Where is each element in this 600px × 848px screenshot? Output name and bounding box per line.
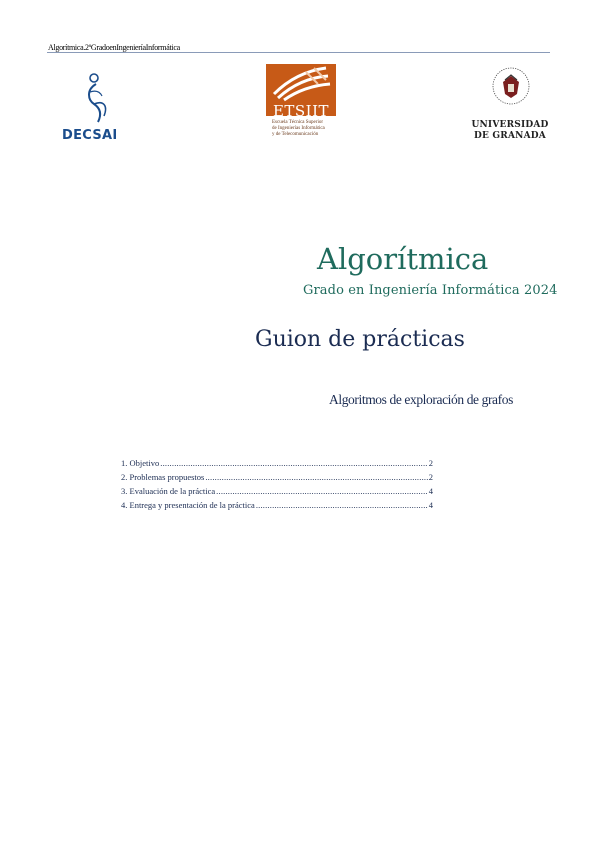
etsiit-emblem <box>266 64 336 120</box>
etsiit-stripes-icon <box>266 64 336 102</box>
decsai-figure-icon <box>80 70 120 126</box>
etsiit-name: ETSIIT <box>272 102 330 120</box>
toc-entry-page: 4 <box>428 500 433 510</box>
ugr-seal-icon <box>491 66 531 106</box>
toc-entry-label: 4. Entrega y presentación de la práctica <box>121 500 255 510</box>
toc-entry[interactable] <box>121 472 433 486</box>
document-topic: Algoritmos de exploración de grafos <box>329 392 513 407</box>
etsiit-subtitle-line: Escuela Técnica Superior <box>272 120 323 125</box>
toc-leader <box>216 486 428 496</box>
document-type: Guion de prácticas <box>255 327 465 352</box>
toc-entry-label: 1. Objetivo <box>121 458 160 468</box>
toc-entry-page: 4 <box>428 486 433 496</box>
toc-leader <box>256 500 428 510</box>
etsiit-logo <box>266 64 336 150</box>
etsiit-subtitle-line: de Ingenierías Informática <box>272 126 325 131</box>
toc-entry[interactable] <box>121 458 433 472</box>
decsai-label: DECSAI <box>62 128 118 143</box>
toc-entry[interactable] <box>121 486 433 500</box>
toc-entry[interactable] <box>121 500 433 514</box>
header-divider <box>47 52 550 53</box>
toc-leader <box>205 472 427 482</box>
etsiit-subtitle-line: y de Telecomunicación <box>272 132 319 137</box>
table-of-contents <box>121 458 433 514</box>
etsiit-subtitle <box>272 120 325 138</box>
toc-entry-label: 2. Problemas propuestos <box>121 472 205 482</box>
document-subtitle: Grado en Ingeniería Informática 2024 <box>303 283 558 298</box>
decsai-logo <box>62 70 132 145</box>
ugr-name-line2: DE GRANADA <box>474 131 546 141</box>
document-title: Algorítmica <box>317 242 489 276</box>
toc-entry-label: 3. Evaluación de la práctica <box>121 486 216 496</box>
ugr-name-line1: UNIVERSIDAD <box>471 120 549 130</box>
ugr-logo <box>467 66 553 146</box>
toc-entry-page: 2 <box>428 472 433 482</box>
toc-entry-page: 2 <box>428 458 433 468</box>
running-header: Algorítmica.2ºGradoenIngenieríaInformática <box>48 43 180 52</box>
toc-leader <box>160 458 428 468</box>
